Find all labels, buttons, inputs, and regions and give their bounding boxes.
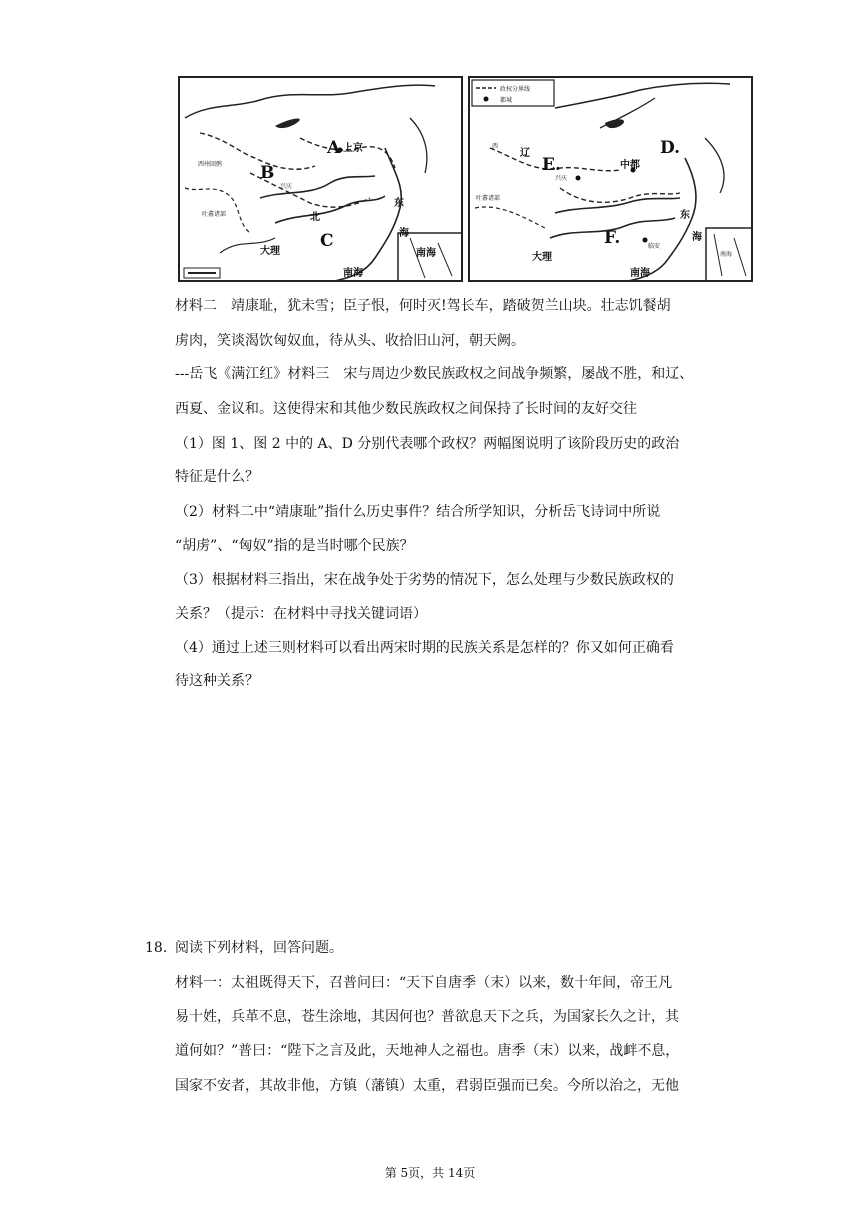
question-4-line2: 待这种关系？: [175, 673, 259, 689]
map1-label-dali: 大理: [260, 246, 280, 257]
map2-label-dali: 大理: [532, 252, 552, 263]
map-2-drawing: [470, 78, 753, 282]
map2-label-xingqing: 兴庆: [555, 175, 568, 182]
map1-label-capital: 上京: [343, 143, 363, 154]
question-18-line4: 国家不安者，其故非他，方镇（藩镇）太重，君弱臣强而已矣。今所以治之，无他: [175, 1078, 679, 1094]
map2-label-linan: 临安: [648, 243, 661, 250]
map2-label-d: D.: [660, 138, 681, 158]
map2-label-f: F.: [604, 228, 621, 248]
map2-label-sea: 海: [692, 232, 702, 243]
map1-label-tubo: 吐蕃诸部: [202, 211, 227, 218]
question-2-line2: “胡虏”、“匈奴”指的是当时哪个民族？: [175, 538, 414, 554]
map1-label-west: 西州回鹘: [198, 161, 223, 168]
map1-label-b: B: [260, 163, 275, 183]
map1-label-sea: 海: [399, 228, 409, 239]
material2-line1: 材料二 靖康耻，犹未雪；臣子恨，何时灭!驾长车，踏破贺兰山块。壮志饥餐胡: [175, 298, 671, 314]
map1-label-bei: 北: [310, 212, 320, 223]
map2-label-tubo: 吐蕃诸部: [476, 195, 501, 202]
map2-inset-label: 南海: [720, 251, 733, 258]
question-18-line3: 道何如？”普曰：“陛下之言及此，天地神人之福也。唐季（末）以来，战衅不息，: [175, 1043, 680, 1059]
map1-label-xingqing: 兴庆: [280, 183, 293, 190]
map2-label-east: 东: [680, 210, 690, 221]
question-3-line2: 关系？（提示：在材料中寻找关键词语）: [175, 606, 427, 622]
material3-line1: ---岳飞《满江红》材料三 宋与周边少数民族政权之间战争频繁，屡战不胜，和辽、: [175, 366, 694, 382]
question-4-line1: （4）通过上述三则材料可以看出两宋时期的民族关系是怎样的？你又如何正确看: [175, 640, 674, 656]
map2-legend-border: 政权分界线: [500, 86, 531, 93]
map-figure-2: [468, 76, 753, 282]
map2-legend-capital: 都城: [500, 97, 513, 104]
question-18-intro: 阅读下列材料，回答问题。: [175, 940, 343, 956]
map1-label-east: 东: [394, 198, 404, 209]
question-1-line2: 特征是什么？: [175, 469, 259, 485]
question-18-line1: 材料一：太祖既得天下，召普问曰：“天下自唐季（末）以来，数十年间，帝王凡: [175, 975, 673, 991]
question-18-number: 18.: [145, 940, 168, 956]
map-1-drawing: [180, 78, 463, 282]
map2-label-west: 西: [492, 143, 499, 150]
question-1-line1: （1）图 1、图 2 中的 A、D 分别代表哪个政权？两幅图说明了该阶段历史的政治: [175, 436, 680, 452]
map1-inset-label: 南海: [416, 248, 436, 259]
map1-label-south-sea: 南海: [343, 268, 363, 279]
map-figure-1: [178, 76, 463, 282]
question-18-line2: 易十姓，兵革不息，苍生涂地，其因何也？普欲息天下之兵，为国家长久之计，其: [175, 1009, 679, 1025]
map2-label-e: E.: [542, 155, 561, 175]
page-footer: 第 5页，共 14页: [384, 1166, 476, 1180]
material3-line2: 西夏、金议和。这使得宋和其他少数民族政权之间保持了长时间的友好交往: [175, 401, 637, 417]
map1-label-c: C: [320, 231, 334, 251]
question-2-line1: （2）材料二中“靖康耻”指什么历史事件？结合所学知识，分析岳飞诗词中所说: [175, 504, 661, 520]
map1-label-a: A: [327, 138, 341, 158]
map2-label-south-sea: 南海: [630, 268, 650, 279]
question-3-line1: （3）根据材料三指出，宋在战争处于劣势的情况下，怎么处理与少数民族政权的: [175, 572, 674, 588]
map2-label-liao: 辽: [520, 148, 530, 159]
map2-label-zhongjing: 中都: [620, 160, 640, 171]
material2-line2: 虏肉，笑谈渴饮匈奴血，待从头、收拾旧山河，朝天阙。: [175, 333, 525, 349]
